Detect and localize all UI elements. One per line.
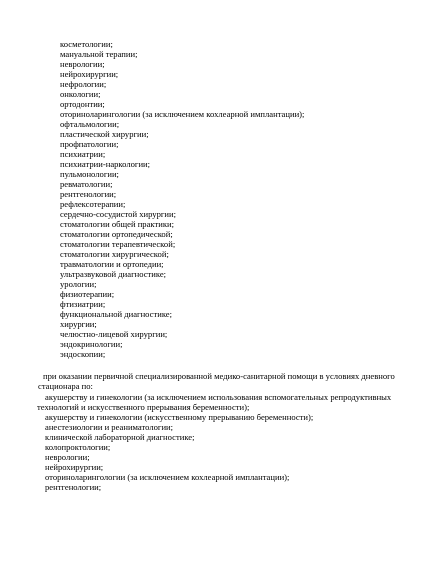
list-item: нейрохирургии; [45, 462, 104, 472]
list-item: хирургии; [60, 319, 97, 329]
list-item: стоматологии ортопедической; [60, 229, 173, 239]
list-item: колопроктологии; [45, 442, 111, 452]
list-item: стоматологии хирургической; [60, 249, 169, 259]
list-item: психиатрии-наркологии; [60, 159, 151, 169]
list-item: неврологии; [60, 59, 105, 69]
list-item: неврологии; [45, 452, 90, 462]
list-item: рентгенологии; [45, 482, 102, 492]
list-item: пластической хирургии; [60, 129, 149, 139]
list-item: функциональной диагностике; [60, 309, 173, 319]
list-item: онкологии; [60, 89, 101, 99]
list-item: ультразвуковой диагностике; [60, 269, 167, 279]
section-paragraph: при оказании первичной специализированной медико-санитарной помощи в условиях дневного стационара по: [38, 371, 395, 391]
specialty-list-day-hospital [37, 392, 407, 492]
list-item: эндокринологии; [60, 339, 123, 349]
list-item: анестезиологии и реаниматологии; [45, 422, 174, 432]
list-item: оториноларингологии (за исключением кохлеарной имплантации); [45, 472, 290, 482]
list-item-continuation: технологий и искусственного прерывания беременности); [37, 402, 250, 412]
list-item: акушерству и гинекологии (искусственному прерыванию беременности); [45, 412, 314, 422]
list-item: фтизиатрии; [60, 299, 106, 309]
list-item: офтальмологии; [60, 119, 120, 129]
list-item [37, 392, 407, 412]
list-item: урологии; [60, 279, 97, 289]
list-item: физиотерапии; [60, 289, 115, 299]
list-item: мануальной терапии; [60, 49, 138, 59]
list-item: ортодонтии; [60, 99, 105, 109]
list-item: стоматологии терапевтической; [60, 239, 176, 249]
list-item: нейрохирургии; [60, 69, 119, 79]
specialty-list-outpatient [60, 39, 304, 359]
list-item: рентгенологии; [60, 189, 117, 199]
list-item: психиатрии; [60, 149, 106, 159]
list-item: клинической лабораторной диагностике; [45, 432, 195, 442]
list-item: нефрологии; [60, 79, 107, 89]
list-item: профпатологии; [60, 139, 119, 149]
list-item: эндоскопии; [60, 349, 106, 359]
list-item: рефлексотерапии; [60, 199, 126, 209]
list-item: челюстно-лицевой хирургии; [60, 329, 168, 339]
list-item: косметологии; [60, 39, 113, 49]
list-item: стоматологии общей практики; [60, 219, 174, 229]
list-item: сердечно-сосудистой хирургии; [60, 209, 177, 219]
list-item: травматологии и ортопедии; [60, 259, 164, 269]
list-item: ревматологии; [60, 179, 113, 189]
list-item-line: акушерству и гинекологии (за исключением использования вспомогательных репродуктивных [45, 392, 392, 402]
list-item: оториноларингологии (за исключением кохлеарной имплантации); [60, 109, 305, 119]
list-item: пульмонологии; [60, 169, 119, 179]
